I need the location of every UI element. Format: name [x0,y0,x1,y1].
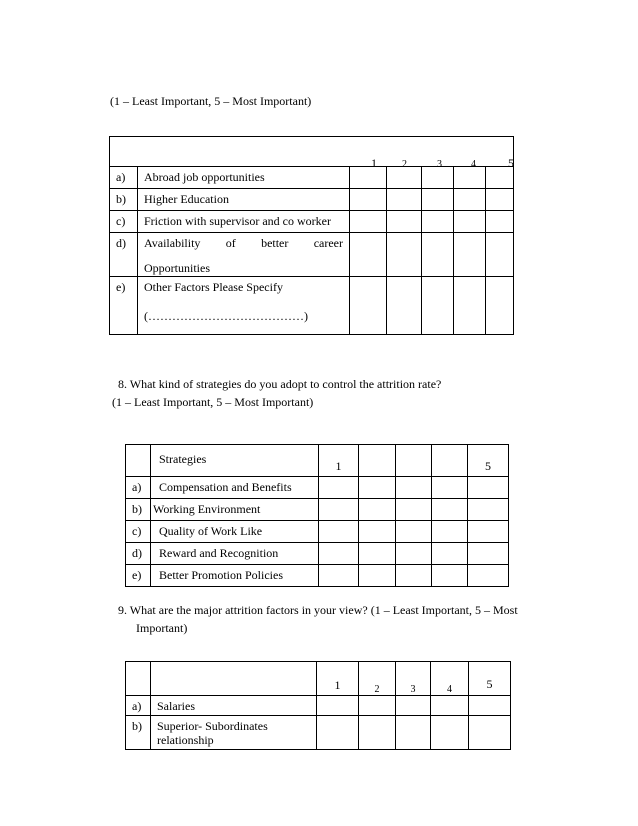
rating-cell[interactable] [431,696,469,716]
row-text-word: career [313,236,343,250]
row-text-line2: Opportunities [144,261,210,275]
rating-cell[interactable] [359,477,396,499]
q9-rating-table [125,661,511,750]
rating-cell[interactable] [396,499,432,521]
row-label: a) [110,167,138,189]
rating-cell[interactable] [422,167,454,189]
rating-cell[interactable] [350,167,387,189]
rating-cell[interactable] [486,233,514,277]
rating-cell[interactable] [396,543,432,565]
rating-cell[interactable] [317,696,359,716]
table-row [126,521,509,543]
table-row [126,477,509,499]
rating-cell[interactable] [422,189,454,211]
row-text: Working Environment [151,499,319,521]
row-label: b) [126,499,151,521]
table-row [126,499,509,521]
row-text-word: better [261,236,289,250]
row-text-line1: Superior- Subordinates [157,719,268,733]
table-row [110,211,514,233]
q8-header-row [126,445,509,477]
rating-cell[interactable] [468,521,509,543]
rating-cell[interactable] [396,565,432,587]
q8-question: 8. What kind of strategies do you adopt to control the attrition rate? [118,377,442,391]
rating-cell[interactable] [396,696,431,716]
q7-rating-3: 3 [437,159,442,170]
rating-cell[interactable] [454,233,486,277]
row-label: e) [126,565,151,587]
q9-rating-2: 2 [359,662,396,696]
q9-rating-5: 5 [469,662,511,696]
rating-cell[interactable] [468,543,509,565]
row-label: a) [126,477,151,499]
table-row [110,277,514,335]
row-label: a) [126,696,151,716]
table-row [110,233,514,277]
row-text: Compensation and Benefits [151,477,319,499]
row-text-word: Availability [144,236,201,250]
row-label: b) [126,716,151,750]
row-label: d) [126,543,151,565]
rating-cell[interactable] [319,477,359,499]
q9-rating-3: 3 [396,662,431,696]
row-text-line1: Other Factors Please Specify [144,280,283,294]
row-label: b) [110,189,138,211]
rating-cell[interactable] [454,189,486,211]
q7-rating-1: 1 [371,156,377,170]
row-text [138,277,350,335]
rating-cell[interactable] [422,211,454,233]
q7-rating-2: 2 [402,159,407,170]
q8-scale-text: (1 – Least Important, 5 – Most Important) [112,395,314,409]
rating-cell[interactable] [319,499,359,521]
rating-cell[interactable] [432,543,468,565]
row-text: Reward and Recognition [151,543,319,565]
rating-cell[interactable] [359,543,396,565]
rating-cell[interactable] [469,696,511,716]
row-text: Higher Education [138,189,350,211]
rating-cell[interactable] [387,211,422,233]
table-row [110,167,514,189]
row-text: Abroad job opportunities [138,167,350,189]
row-text: Quality of Work Like [151,521,319,543]
rating-cell[interactable] [432,477,468,499]
rating-cell[interactable] [469,716,511,750]
rating-cell[interactable] [486,167,514,189]
rating-cell[interactable] [486,277,514,335]
table-row [126,696,511,716]
rating-cell[interactable] [468,499,509,521]
rating-cell[interactable] [432,521,468,543]
rating-cell[interactable] [359,565,396,587]
q7-rating-5: 5 [508,156,514,170]
rating-cell[interactable] [454,211,486,233]
rating-cell[interactable] [422,233,454,277]
row-text-line2: relationship [157,733,214,747]
rating-cell[interactable] [396,477,432,499]
rating-cell[interactable] [387,189,422,211]
rating-cell[interactable] [350,277,387,335]
rating-cell[interactable] [319,543,359,565]
row-label: d) [110,233,138,277]
rating-cell[interactable] [454,277,486,335]
q8-rating-table [125,444,509,587]
q7-header-row [110,137,514,167]
q9-question-line1: 9. What are the major attrition factors in your view? (1 – Least Important, 5 – Most [118,603,518,617]
rating-cell[interactable] [486,211,514,233]
rating-cell[interactable] [319,521,359,543]
rating-cell[interactable] [387,167,422,189]
row-text: Salaries [151,696,317,716]
rating-cell[interactable] [432,499,468,521]
q7-rating-table [109,136,514,335]
table-row [110,189,514,211]
rating-cell[interactable] [350,211,387,233]
table-row [126,543,509,565]
rating-cell[interactable] [359,521,396,543]
row-label: e) [110,277,138,335]
row-label: c) [126,521,151,543]
row-text [138,233,350,277]
rating-cell[interactable] [319,565,359,587]
rating-cell[interactable] [396,716,431,750]
q9-question-line2: Important) [136,621,188,635]
row-text-word: of [225,236,236,250]
rating-cell[interactable] [454,167,486,189]
rating-cell[interactable] [359,499,396,521]
rating-cell[interactable] [317,716,359,750]
row-text: Better Promotion Policies [151,565,319,587]
q8-rating-5: 5 [468,445,509,477]
rating-cell[interactable] [387,277,422,335]
q7-rating-4: 4 [471,159,476,170]
rating-cell[interactable] [396,521,432,543]
rating-cell[interactable] [486,189,514,211]
row-text: Friction with supervisor and co worker [138,211,350,233]
q8-rating-1: 1 [319,445,359,477]
rating-cell[interactable] [387,233,422,277]
rating-cell[interactable] [350,233,387,277]
rating-cell[interactable] [431,716,469,750]
q7-scale-text: (1 – Least Important, 5 – Most Important) [110,94,312,108]
row-text [151,716,317,750]
q9-header-row [126,662,511,696]
rating-cell[interactable] [350,189,387,211]
rating-cell[interactable] [359,696,396,716]
rating-cell[interactable] [468,477,509,499]
row-label: c) [110,211,138,233]
table-row [126,716,511,750]
rating-cell[interactable] [468,565,509,587]
rating-cell[interactable] [432,565,468,587]
q9-rating-4: 4 [431,662,469,696]
specify-blank: (…………………………………) [144,309,308,323]
table-row [126,565,509,587]
q9-rating-1: 1 [317,662,359,696]
rating-cell[interactable] [422,277,454,335]
q8-header-strategies: Strategies [151,445,319,477]
rating-cell[interactable] [359,716,396,750]
